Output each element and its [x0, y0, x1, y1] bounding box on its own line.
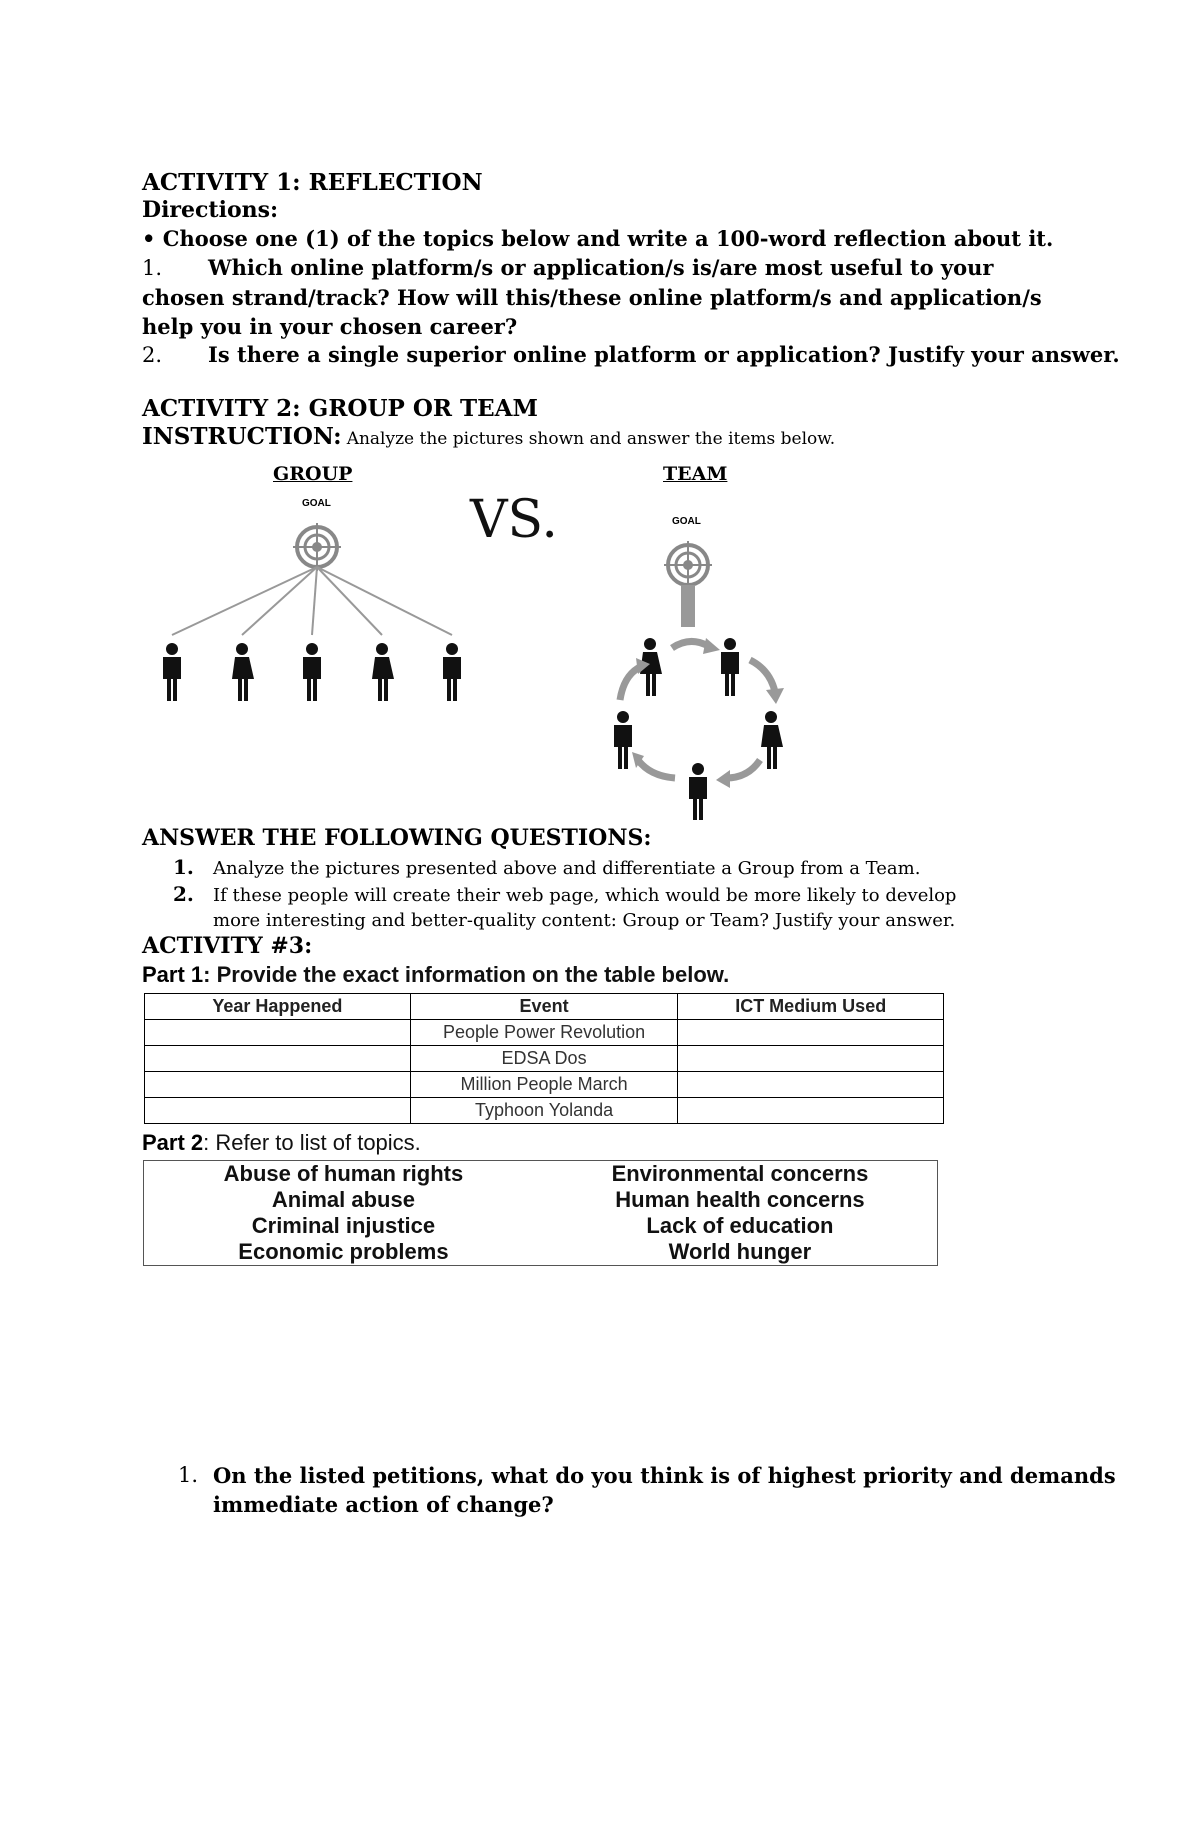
event-cell: Million People March — [410, 1072, 678, 1098]
events-table — [144, 993, 944, 1124]
event-cell: Typhoon Yolanda — [410, 1098, 678, 1124]
item-text: Is there a single superior online platform or application? Justify your answer. — [208, 342, 1120, 367]
year-cell[interactable] — [145, 1098, 411, 1124]
reflection-item-1 — [142, 253, 1042, 341]
activity2-title: ACTIVITY 2: GROUP OR TEAM — [142, 395, 538, 422]
team-target-icon — [664, 541, 712, 589]
table-header: Year Happened — [145, 994, 411, 1020]
question-number: 2. — [173, 882, 194, 906]
question-number: 1. — [173, 855, 194, 879]
question-number: 1. — [178, 1463, 199, 1487]
table-row — [144, 1161, 938, 1188]
table-row — [145, 1046, 944, 1072]
question-line: Analyze the pictures presented above and differentiate a Group from a Team. — [213, 858, 921, 879]
group-person-icon — [303, 643, 321, 701]
topics-table — [143, 1160, 938, 1266]
table-header-row — [145, 994, 944, 1020]
part2-text: : Refer to list of topics. — [203, 1130, 421, 1155]
question-line: If these people will create their web page, which would be more likely to develop — [213, 885, 957, 906]
topic-cell: Abuse of human rights — [223, 1161, 464, 1186]
table-header: Event — [410, 994, 678, 1020]
reflection-item-2 — [142, 340, 1120, 370]
instruction-line — [142, 423, 835, 453]
item-number: 1. — [142, 256, 163, 280]
topic-cell: Economic problems — [238, 1239, 449, 1264]
part1-label: Part 1 — [142, 962, 204, 987]
year-cell[interactable] — [145, 1020, 411, 1046]
ict-medium-cell[interactable] — [678, 1072, 944, 1098]
activity3-title: ACTIVITY #3: — [142, 933, 313, 959]
topic-cell: Criminal injustice — [251, 1213, 436, 1238]
vs-label: VS. — [470, 490, 558, 550]
ict-medium-cell[interactable] — [678, 1020, 944, 1046]
team-person-icon — [689, 763, 707, 820]
question-line: immediate action of change? — [213, 1492, 554, 1517]
part2-instruction — [142, 1130, 421, 1156]
part1-text: : Provide the exact information on the table below. — [203, 962, 730, 987]
ict-medium-cell[interactable] — [678, 1046, 944, 1072]
table-row — [145, 1020, 944, 1046]
figure-graphics — [150, 460, 800, 820]
question-line: On the listed petitions, what do you think is of highest priority and demands — [213, 1463, 1116, 1488]
team-goal-arrow — [681, 585, 695, 627]
table-header: ICT Medium Used — [678, 994, 944, 1020]
group-target-icon — [293, 523, 341, 571]
group-person-icon — [372, 643, 394, 701]
event-cell: People Power Revolution — [410, 1020, 678, 1046]
year-cell[interactable] — [145, 1046, 411, 1072]
ict-medium-cell[interactable] — [678, 1098, 944, 1124]
part2-label: Part 2 — [142, 1130, 204, 1155]
group-person-icon — [163, 643, 181, 701]
group-label: GROUP — [273, 463, 353, 485]
question-line: more interesting and better-quality content: Group or Team? Justify your answer. — [213, 910, 956, 931]
year-cell[interactable] — [145, 1072, 411, 1098]
reflection-bullet: • Choose one (1) of the topics below and write a 100-word reflection about it. — [142, 226, 1054, 251]
instruction-label: INSTRUCTION: — [142, 423, 342, 450]
table-row — [145, 1072, 944, 1098]
item-text: Which online platform/s or application/s is/are most useful to your chosen strand/track? How will this/these online platform/s and application/s help you in your chosen career? — [142, 255, 1042, 339]
group-person-icon — [443, 643, 461, 701]
group-goal-label: GOAL — [302, 498, 331, 509]
activity1-title: ACTIVITY 1: REFLECTION — [142, 169, 483, 196]
directions-label: Directions: — [142, 197, 279, 223]
table-row — [145, 1098, 944, 1124]
instruction-text: Analyze the pictures shown and answer the items below. — [346, 429, 836, 449]
team-goal-label: GOAL — [672, 516, 701, 527]
team-person-icon — [614, 711, 632, 769]
part1-instruction — [142, 962, 729, 988]
table-row — [144, 1187, 938, 1213]
item-number: 2. — [142, 343, 163, 367]
group-connector-lines — [172, 567, 452, 635]
group-person-icon — [232, 643, 254, 701]
topic-cell: World hunger — [668, 1239, 812, 1264]
topic-cell: Animal abuse — [271, 1187, 415, 1212]
topic-cell: Human health concerns — [615, 1187, 865, 1212]
event-cell: EDSA Dos — [410, 1046, 678, 1072]
team-person-icon — [721, 638, 739, 696]
group-vs-team-figure — [150, 460, 800, 820]
questions-title: ANSWER THE FOLLOWING QUESTIONS: — [142, 825, 652, 851]
team-person-icon — [761, 711, 783, 769]
table-row — [144, 1213, 938, 1239]
topic-cell: Environmental concerns — [611, 1161, 869, 1186]
team-label: TEAM — [663, 463, 728, 485]
topic-cell: Lack of education — [646, 1213, 834, 1238]
table-row — [144, 1239, 938, 1266]
